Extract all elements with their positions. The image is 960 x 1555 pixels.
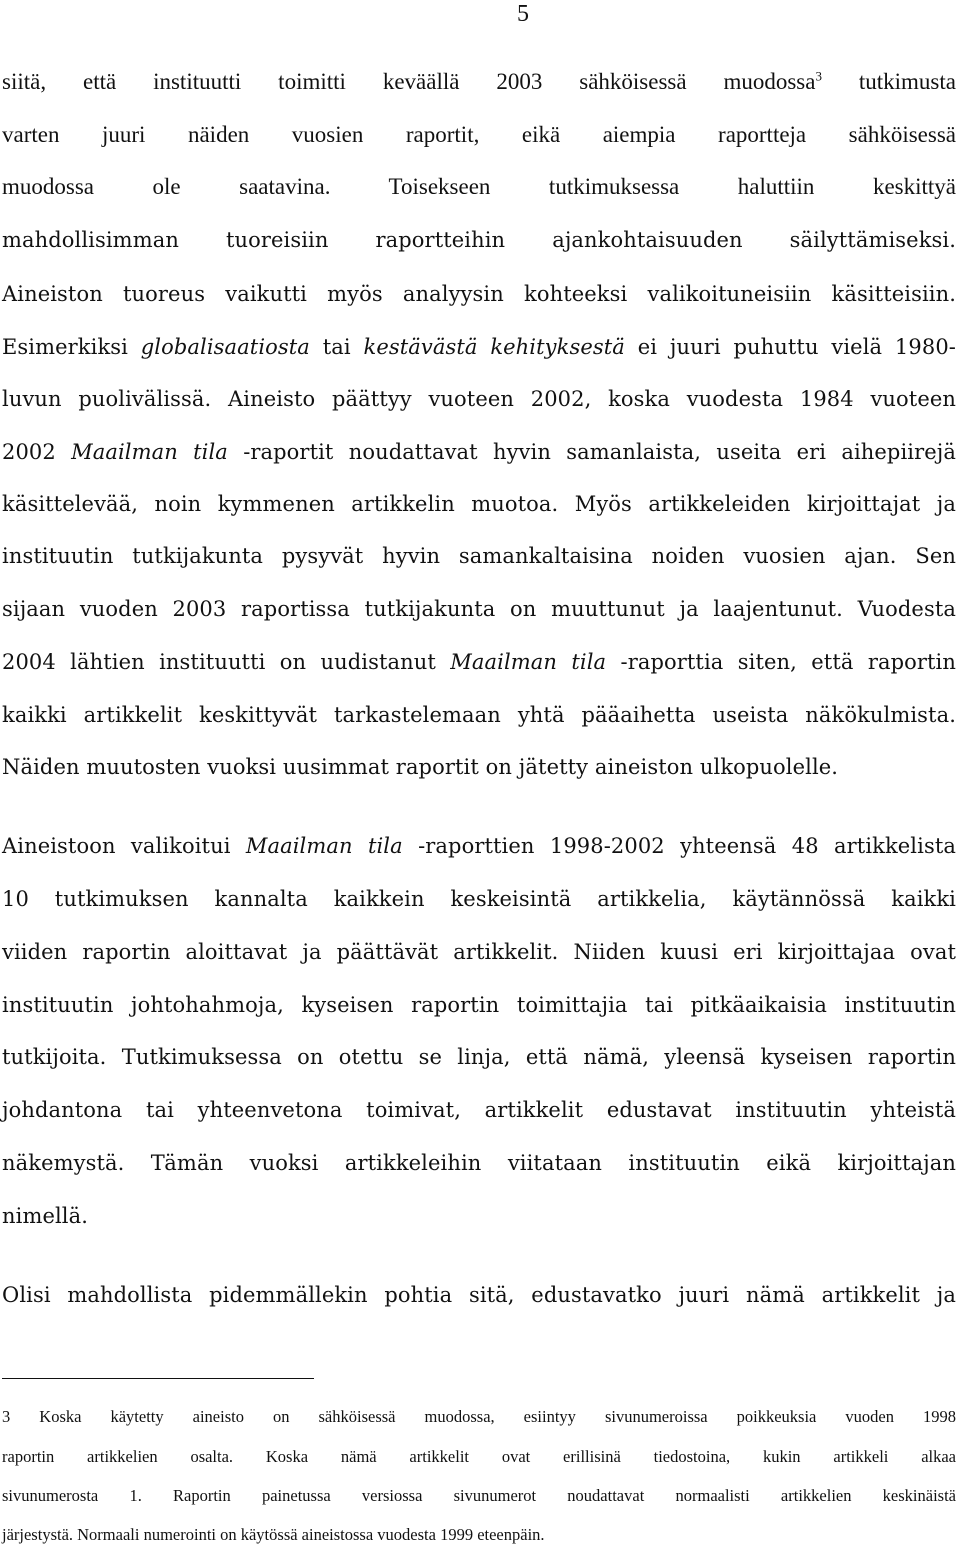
footnote-reference: 3 xyxy=(815,68,822,84)
footnote-line: 3 Koska käytetty aineisto on sähköisessä muodossa, esiintyy sivunumeroissa poikkeuksia vuoden 1998 xyxy=(2,1407,956,1426)
body-line: kaikki artikkelit keskittyvät tarkastelemaan yhtä pääaihetta useista näkökulmista. xyxy=(2,703,956,727)
body-line: instituutin tutkijakunta pysyvät hyvin samankaltaisina noiden vuosien ajan. Sen xyxy=(2,544,956,568)
body-line: Esimerkiksi globalisaatiosta tai kestävästä kehityksestä ei juuri puhuttu vielä 1980- xyxy=(2,335,956,359)
body-line: Olisi mahdollista pidemmällekin pohtia sitä, edustavatko juuri nämä artikkelit ja xyxy=(2,1283,956,1307)
body-line: 10 tutkimuksen kannalta kaikkein keskeisintä artikkelia, käytännössä kaikki xyxy=(2,887,956,911)
footnote-line: raportin artikkelien osalta. Koska nämä artikkelit ovat erillisinä tiedostoina, kukin artikkeli alkaa xyxy=(2,1447,956,1466)
body-line: käsittelevää, noin kymmenen artikkelin muotoa. Myös artikkeleiden kirjoittajat ja xyxy=(2,492,956,516)
body-line: tutkijoita. Tutkimuksessa on otettu se linja, että nämä, yleensä kyseisen raportin xyxy=(2,1045,956,1069)
body-line: Aineiston tuoreus vaikutti myös analyysin kohteeksi valikoituneisiin käsitteisiin. xyxy=(2,282,956,306)
body-line: instituutin johtohahmoja, kyseisen raportin toimittajia tai pitkäaikaisia instituutin xyxy=(2,993,956,1017)
body-line: Näiden muutosten vuoksi uusimmat raportit on jätetty aineiston ulkopuolelle. xyxy=(2,755,839,779)
body-line: nimellä. xyxy=(2,1204,89,1228)
emphasis: kestävästä kehityksestä xyxy=(363,335,625,359)
body-line: luvun puolivälissä. Aineisto päättyy vuoteen 2002, koska vuodesta 1984 vuoteen xyxy=(2,387,956,411)
body-line: johdantona tai yhteenvetona toimivat, artikkelit edustavat instituutin yhteistä xyxy=(2,1098,956,1122)
footnote-line: järjestystä. Normaali numerointi on käytössä aineistossa vuodesta 1999 eteenpäin. xyxy=(2,1525,545,1544)
body-line: varten juuri näiden vuosien raportit, eikä aiempia raportteja sähköisessä xyxy=(2,122,956,147)
body-line: sijaan vuoden 2003 raportissa tutkijakunta on muuttunut ja laajentunut. Vuodesta xyxy=(2,597,956,621)
body-line: näkemystä. Tämän vuoksi artikkeleihin viitataan instituutin eikä kirjoittajan xyxy=(2,1151,956,1175)
emphasis: Maailman tila xyxy=(71,440,228,464)
emphasis: Maailman tila xyxy=(450,650,607,674)
body-line: siitä, että instituutti toimitti keväällä 2003 sähköisessä muodossa$^3$ tutkimusta xyxy=(2,68,956,94)
page-number: 5 xyxy=(517,1,529,27)
footnote-line: sivunumerosta 1. Raportin painetussa versiossa sivunumerot noudattavat normaalisti artikkelien keskinäistä xyxy=(2,1486,956,1505)
body-line: 2004 lähtien instituutti on uudistanut Maailman tila -raporttia siten, että raportin xyxy=(2,650,956,674)
footnote-separator xyxy=(2,1378,314,1379)
body-line: 2002 Maailman tila -raportit noudattavat hyvin samanlaista, useita eri aihepiirejä xyxy=(2,440,956,464)
body-line: Aineistoon valikoitui Maailman tila -raporttien 1998-2002 yhteensä 48 artikkelista xyxy=(2,834,956,858)
body-line: muodossa ole saatavina. Toisekseen tutkimuksessa haluttiin keskittyä xyxy=(2,174,956,199)
body-line: mahdollisimman tuoreisiin raportteihin ajankohtaisuuden säilyttämiseksi. xyxy=(2,228,956,252)
emphasis: globalisaatiosta xyxy=(140,335,310,359)
body-line: viiden raportin aloittavat ja päättävät artikkelit. Niiden kuusi eri kirjoittajaa ovat xyxy=(2,940,956,964)
emphasis: Maailman tila xyxy=(245,834,403,858)
